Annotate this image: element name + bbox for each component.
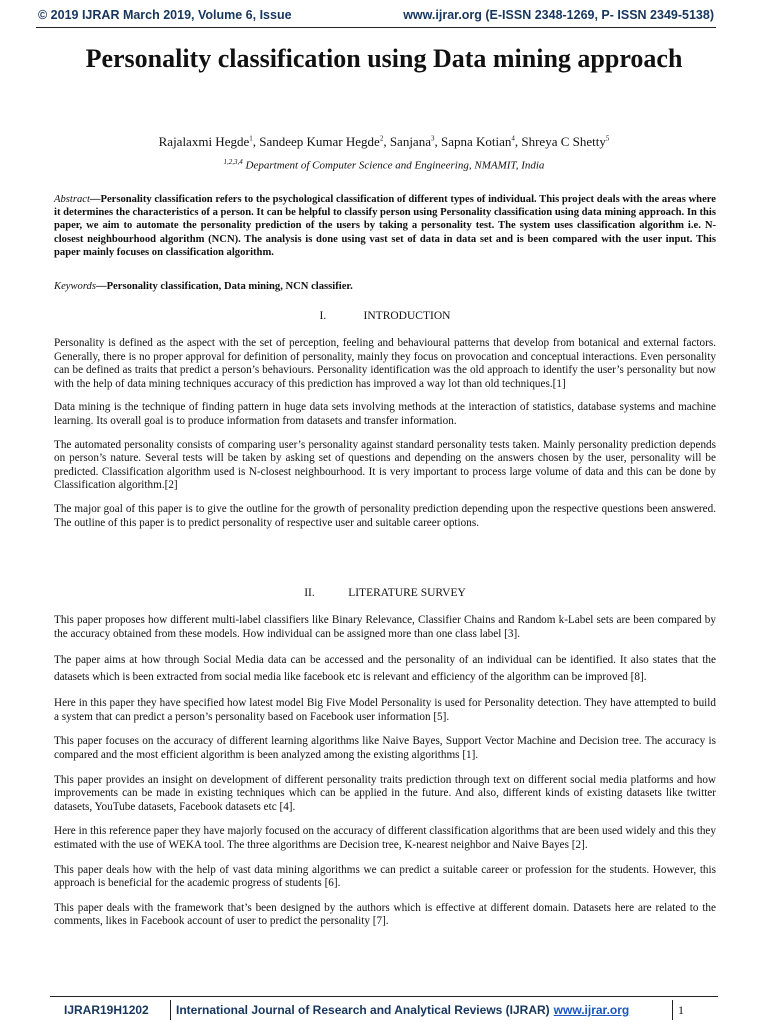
paragraph: The automated personality consists of comparing user’s personality against standard personality tests taken. Mainly personality prediction depends on person’s nature. Several tests will be taken by asking set of questions and depending on the answers chosen by the user, personality will be predicted. Classification algorithm used is N-closest neighbourhood. It is very important to process large volume of data and this can be done by Classification algorithm.[2] [54,438,716,492]
author-superscript: 2 [379,134,384,143]
paragraph: The paper aims at how through Social Media data can be accessed and the personality of an individual can be identified. It also states that the datasets which is been extracted from social media like facebook etc is relevant and efficiency of the algorithm can be improved [8]. [54,654,716,684]
footer-separator [672,1000,673,1020]
journal-name: International Journal of Research and Analytical Reviews (IJRAR) [176,1003,550,1017]
paragraph: Data mining is the technique of finding pattern in huge data sets involving methods at the interaction of statistics, database systems and machine learning. Its overall goal is to produce information from datasets and transfer information. [54,401,716,427]
paragraph: Here in this reference paper they have majorly focused on the accuracy of different classification algorithms that are been used widely and this they estimated with the use of WEKA tool. The three algorithms are Decision tree, K-nearest neighbor and Naive Bayes [2]. [54,825,716,851]
section-heading-literature-survey [54,587,716,599]
paragraph: Here in this paper they have specified how latest model Big Five Model Personality is used for Personality detection. They have attempted to build a system that can predict a person’s personality based on Facebook user information [5]. [54,697,716,723]
journal-link[interactable]: www.ijrar.org [553,1003,630,1017]
abstract-text: —Personality classification refers to the psychological classification of different types of individual. This project deals with the areas where it determines the characteristics of a person. It can be helpful to classify person using Personality classification using data mining approach. In this paper, we aim to automate the personality prediction of the users by taking a personality test. The system uses classification algorithm i.e. N-closest neighbourhood algorithm (NCN). The analysis is done using vast set of data in data set and is been compared with the user input. This paper mainly focuses on classification algorithm. [54,194,716,258]
abstract-lead: Abstract [54,194,90,205]
author-superscript: 5 [605,134,610,143]
footer-separator [170,1000,171,1020]
keywords [54,281,716,292]
page-number: 1 [678,1003,684,1017]
paragraph: This paper proposes how different multi-label classifiers like Binary Relevance, Classifier Chains and Random k-Label sets are been compared by the accuracy obtained from these models. How individual can be assigned more than one class label [3]. [54,614,716,640]
section-title: LITERATURE SURVEY [348,587,466,599]
header-journal-issn: www.ijrar.org (E-ISSN 2348-1269, P- ISSN 2349-5138) [403,8,714,22]
running-footer [50,1000,718,1020]
paragraph: This paper provides an insight on development of different personality traits prediction through text on different social media platforms and how improvements can be made in existing techniques which can be applied in the future. And also, different kinds of existing datasets like twitter datasets, YouTube datasets, Facebook datasets etc [4]. [54,773,716,813]
section-number: II. [304,587,315,599]
author: Sanjana [389,134,431,149]
introduction-body [54,337,716,540]
header-divider [36,27,716,28]
running-header [38,8,714,28]
author: Rajalaxmi Hegde [158,134,250,149]
header-citation: © 2019 IJRAR March 2019, Volume 6, Issue [38,8,292,22]
paper-id: IJRAR19H1202 [64,1003,149,1017]
paragraph: Personality is defined as the aspect with the set of perception, feeling and behavioural patterns that develop from botanical and external factors. Generally, there is no proper approval for definition of personality, mainly they focus on provocation and conceptual interactions. Even personality can be defined as traits that predict a person’s behaviours. Personality identification was the old approach to identify the user’s personality but now with the help of data mining techniques accuracy of this prediction has improved a way lot than old techniques.[1] [54,337,716,390]
paper-title: Personality classification using Data mining approach [85,44,683,73]
paragraph: This paper deals with the framework that’s been designed by the authors which is effective at different domain. Datasets here are related to the comments, likes in Facebook account of user to predict the personality [7]. [54,901,716,928]
section-title: INTRODUCTION [363,310,451,322]
author: Sapna Kotian [440,134,512,149]
footer-journal [176,1003,629,1017]
affiliation-text: Department of Computer Science and Engineering, NMAMIT, India [245,159,545,172]
section-number: I. [319,310,327,322]
affiliation-superscript: 1,2,3,4 [223,158,243,166]
affiliation [40,158,728,172]
author-superscript: 1 [249,134,253,143]
keywords-text: —Personality classification, Data mining, NCN classifier. [95,281,353,292]
author: Shreya C Shetty [521,134,606,149]
author-superscript: 4 [511,134,515,143]
section-heading-introduction [54,310,716,322]
paragraph: The major goal of this paper is to give the outline for the growth of personality prediction depending upon the respective questions been answered. The outline of this paper is to predict personality of respective user and suitable career options. [54,502,716,529]
author-list: Rajalaxmi Hegde$^1$, Sandeep Kumar Hegde$^2$, Sanjana$^3$, Sapna Kotian$^4$, Shreya C Shetty$^5$ [158,134,610,149]
paragraph: This paper focuses on the accuracy of different learning algorithms like Naive Bayes, Support Vector Machine and Decision tree. The accuracy is compared and the most efficient algorithm is been analyzed among the existing algorithms [1]. [54,735,716,761]
author: Sandeep Kumar Hegde [259,134,380,149]
footer-divider [50,996,718,997]
keywords-lead: Keywords [54,281,96,292]
author-superscript: 3 [430,134,435,143]
literature-survey-body [54,614,716,940]
abstract [54,193,716,259]
paragraph: This paper deals how with the help of vast data mining algorithms we can predict a suitable career or profession for the students. However, this approach is beneficial for the academic progress of students [6]. [54,863,716,890]
